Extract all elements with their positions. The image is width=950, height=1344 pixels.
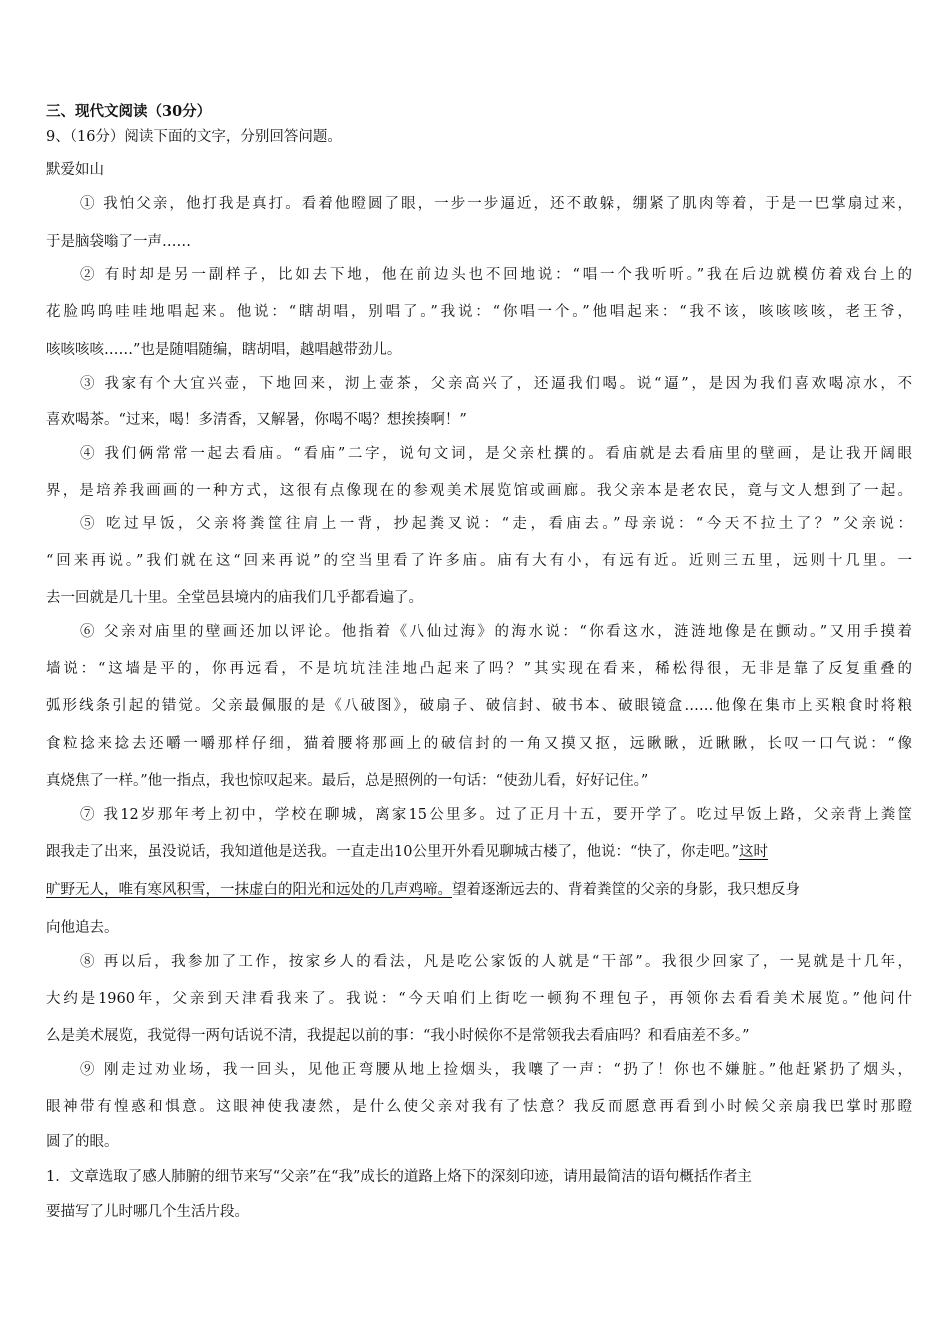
paragraph-2-line-1: ② 有时却是另一副样子，比如去下地，他在前边头也不回地说：“唱一个我听听。”我在后边就模仿着戏台上的 <box>80 267 912 283</box>
paragraph-6-line-3: 弧形线条引起的错觉。父亲最佩服的是《八破图》，破扇子、破信封、破书本、破眼镜盒……他像在集市上买粮食时将粮 <box>46 698 912 714</box>
paragraph-6-line-2: 墙说：“这墙是平的，你再远看，不是坑坑洼洼地凸起来了吗？”其实现在看来，稀松得很，无非是靠了反复重叠的 <box>46 661 912 677</box>
underlined-passage-end: 旷野无人，唯有寒风积雪，一抹虚白的阳光和远处的几声鸡啼。 <box>46 882 452 898</box>
underlined-passage-start: 这时 <box>739 844 769 860</box>
paragraph-7-line-3-text: 望着逐渐远去的、背着粪筐的父亲的身影，我只想反身 <box>452 882 800 898</box>
paragraph-1-line-1: ① 我怕父亲，他打我是真打。看着他瞪圆了眼，一步一步逼近，还不敢躲，绷紧了肌肉等着，于是一巴掌扇过来， <box>80 196 912 212</box>
paragraph-7-line-1: ⑦ 我12岁那年考上初中，学校在聊城，离家15公里多。过了正月十五，要开学了。吃过早饭上路，父亲背上粪筐 <box>80 807 912 823</box>
paragraph-5-line-1: ⑤ 吃过早饭，父亲将粪筐往肩上一背，抄起粪叉说：“走，看庙去。”母亲说：“今天不拉土了？”父亲说： <box>80 516 912 532</box>
paragraph-9-line-2: 眼神带有惶惑和惧意。这眼神使我凄然，是什么使父亲对我有了怯意？我反而愿意再看到小时候父亲扇我巴掌时那瞪 <box>46 1099 912 1115</box>
question-intro: 9、（16分）阅读下面的文字，分别回答问题。 <box>46 129 342 145</box>
paragraph-4-line-1: ④ 我们俩常常一起去看庙。“看庙”二字，说句文词，是父亲杜撰的。看庙就是去看庙里的壁画，是让我开阔眼 <box>80 446 912 462</box>
paragraph-2-line-2: 花脸呜呜哇哇地唱起来。他说：“瞎胡唱，别唱了。”我说：“你唱一个。”他唱起来：“我不该，咳咳咳咳，老王爷， <box>46 304 912 320</box>
paragraph-6-line-4: 食粒捻来捻去还嚼一嚼那样仔细，猫着腰将那画上的破信封的一角又摸又抠，远瞅瞅，近瞅瞅，长叹一口气说：“像 <box>46 736 912 752</box>
paragraph-7-line-3 <box>46 881 800 899</box>
paragraph-2-line-3: 咳咳咳咳……”也是随唱随编，瞎胡唱，越唱越带劲儿。 <box>46 342 402 358</box>
paragraph-3-line-2: 喜欢喝茶。“过来，喝！多清香，又解暑，你喝不喝？想挨揍啊！” <box>46 412 467 428</box>
paragraph-8-line-2: 大约是1960年，父亲到天津看我来了。我说：“今天咱们上街吃一顿狗不理包子，再领你去看看美术展览。”他问什 <box>46 991 912 1007</box>
paragraph-6-line-5: 真烧焦了一样。”他一指点，我也惊叹起来。最后，总是照例的一句话：“使劲儿看，好好记住。” <box>46 773 649 789</box>
section-title: 三、现代文阅读（30分） <box>46 103 212 120</box>
paragraph-7-line-2-text: 跟我走了出来，虽没说话，我知道他是送我。一直走出10公里开外看见聊城古楼了，他说：“快了，你走吧。” <box>46 844 740 860</box>
paragraph-5-line-3: 去一回就是几十里。全堂邑县境内的庙我们几乎都看遍了。 <box>46 590 423 606</box>
paragraph-8-line-3: 么是美术展览，我觉得一两句话说不清，我提起以前的事：“我小时候你不是常领我去看庙吗？和看庙差不多。” <box>46 1028 750 1044</box>
paragraph-9-line-1: ⑨ 刚走过劝业场，我一回头，见他正弯腰从地上捡烟头，我嚷了一声：“扔了！你也不嫌脏。”他赶紧扔了烟头， <box>80 1062 912 1078</box>
article-title: 默爱如山 <box>46 162 104 178</box>
paragraph-3-line-1: ③ 我家有个大宜兴壶，下地回来，沏上壶茶，父亲高兴了，还逼我们喝。说“逼”，是因为我们喜欢喝凉水，不 <box>80 376 912 392</box>
paragraph-8-line-1: ⑧ 再以后，我参加了工作，按家乡人的看法，凡是吃公家饭的人就是“干部”。我很少回家了，一晃就是十几年， <box>80 954 912 970</box>
paragraph-7-line-2 <box>46 843 768 861</box>
paragraph-9-line-3: 圆了的眼。 <box>46 1134 119 1150</box>
paragraph-5-line-2: “回来再说。”我们就在这“回来再说”的空当里看了许多庙。庙有大有小，有远有近。近则三五里，远则十几里。一 <box>46 553 912 569</box>
paragraph-6-line-1: ⑥ 父亲对庙里的壁画还加以评论。他指着《八仙过海》的海水说：“你看这水，涟涟地像是在颤动。”又用手摸着 <box>80 624 912 640</box>
question-1-line-1: 1．文章选取了感人肺腑的细节来写“父亲”在“我”成长的道路上烙下的深刻印迹，请用最简洁的语句概括作者主 <box>46 1169 752 1185</box>
paragraph-1-line-2: 于是脑袋嗡了一声…… <box>46 234 191 250</box>
question-1-line-2: 要描写了儿时哪几个生活片段。 <box>46 1204 249 1220</box>
paragraph-7-line-4: 向他追去。 <box>46 920 119 936</box>
paragraph-4-line-2: 界，是培养我画画的一种方式，这很有点像现在的参观美术展览馆或画廊。我父亲本是老农民，竟与文人想到了一起。 <box>46 483 912 499</box>
